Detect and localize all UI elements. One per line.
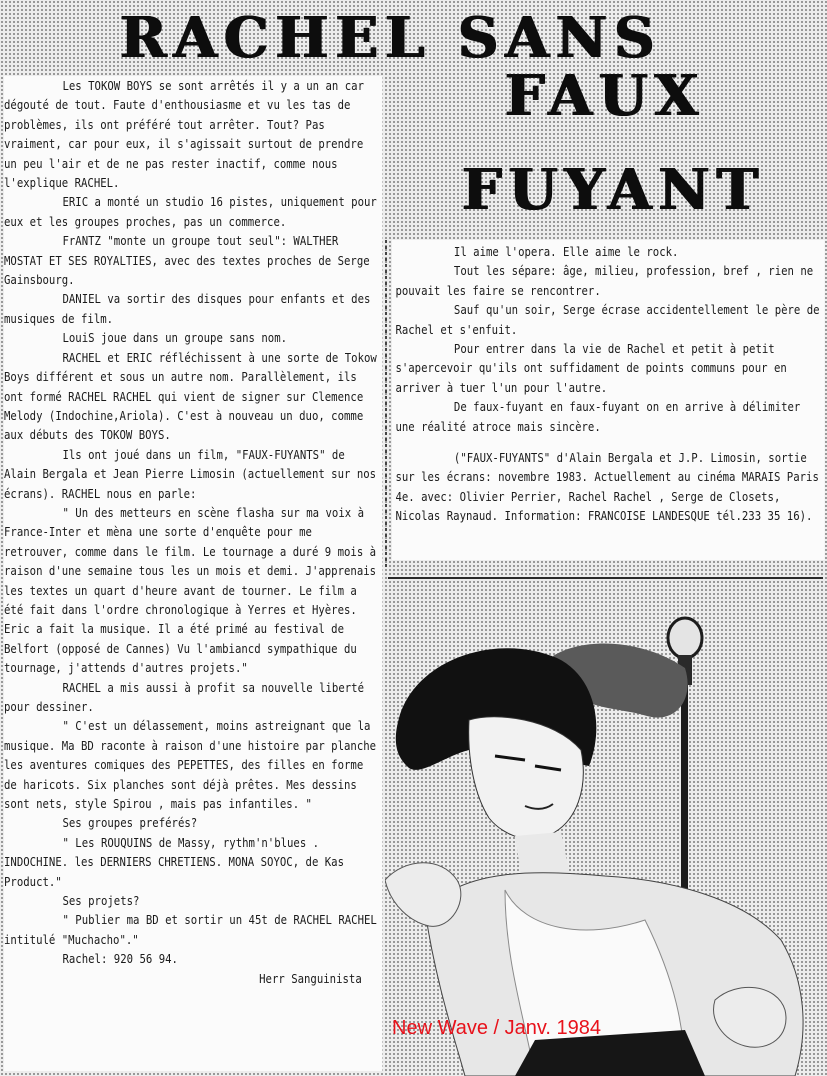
question: Ses projets? bbox=[62, 893, 140, 909]
paragraph: Les TOKOW BOYS se sont arrêtés il y a un an car dégouté de tout. Faute d'enthousiasme et vu les tas de problèmes, ils ont préféré tout arrêter. Tout? Pas vraiment, car pour eux, il s'agissait surtout de prendre un peu l'air et de ne pas rester inactif, comme nous l'explique RACHEL. bbox=[4, 78, 365, 191]
quote: " C'est un délassement, moins astreignant que la musique. Ma BD raconte à raison d'une histoire par planche les aventures comiques des PEPETTES, des filles en forme de haricots. Six planches sont déjà prêtes. Mes dessins sont nets, style Spirou , mais pas infantiles. " bbox=[4, 718, 377, 812]
source-caption: New Wave / Janv. 1984 bbox=[392, 1017, 601, 1039]
paragraph: RACHEL a mis aussi à profit sa nouvelle liberté pour dessiner. bbox=[4, 679, 365, 714]
paragraph: De faux-fuyant en faux-fuyant on en arrive à délimiter une réalité atroce mais sincère. bbox=[395, 399, 801, 434]
quote: " Un des metteurs en scène flasha sur ma voix à France-Inter et mèna une sorte d'enquête pour me retrouver, comme dans le film. Le tournage a duré 9 mois à raison d'une semaine tous les un mois et demi. J'apprenais les textes un quart d'heure avant de tourner. Le film a été fait dans l'ordre chronologique à Yerres et Hyères. Eric a fait la musique. Il a été primé au festival de Belfort (opposé de Cannes) Vu l'ambiancd sympathique du tournage, j'attends d'autres projets." bbox=[4, 504, 377, 676]
paragraph: Il aime l'opera. Elle aime le rock. bbox=[453, 244, 679, 259]
paragraph: Sauf qu'un soir, Serge écrase accidentellement le père de Rachel et s'enfuit. bbox=[395, 302, 820, 337]
quote: " Les ROUQUINS de Massy, rythm'n'blues . INDOCHINE. les DERNIERS CHRETIENS. MONA SOYOC, de Kas Product." bbox=[4, 834, 345, 889]
singer-photo bbox=[385, 600, 825, 1076]
paragraph: DANIEL va sortir des disques pour enfants et des musiques de film. bbox=[4, 291, 371, 326]
quote: " Publier ma BD et sortir un 45t de RACHEL RACHEL intitulé "Muchacho"." bbox=[4, 912, 377, 947]
article-left-column bbox=[4, 76, 382, 1071]
paragraph: Tout les sépare: âge, milieu, profession, bref , rien ne pouvait les faire se rencontrer. bbox=[395, 263, 814, 298]
paragraph: LouiS joue dans un groupe sans nom. bbox=[62, 330, 288, 346]
film-credits: ("FAUX-FUYANTS" d'Alain Bergala et J.P. Limosin, sortie sur les écrans: novembre 1983. Actuellement au cinéma MARAIS Paris 4e. avec: Olivier Perrier, Rachel Rachel , Serge de Closets, Nicolas Raynaud. Information: FRANCOISE LANDESQUE tél.233 35 16). bbox=[395, 450, 819, 524]
paragraph: Pour entrer dans la vie de Rachel et petit à petit s'apercevoir qu'ils ont suffidament de points communs pour en arriver à tuer l'un pour l'autre. bbox=[395, 341, 787, 395]
headline-fuyant: FUYANT bbox=[462, 157, 766, 223]
question: Ses groupes preférés? bbox=[62, 815, 198, 831]
synopsis-right-column bbox=[392, 240, 825, 560]
phone-line: Rachel: 920 56 94. bbox=[62, 951, 178, 967]
column-divider bbox=[385, 240, 387, 570]
paragraph: Ils ont joué dans un film, "FAUX-FUYANTS" de Alain Bergala et Jean Pierre Limosin (actuellement sur nos écrans). RACHEL nous en parle: bbox=[4, 446, 377, 501]
paragraph: RACHEL et ERIC réfléchissent à une sorte de Tokow Boys différent et sous un autre nom. Parallèlement, ils ont formé RACHEL RACHEL qui vient de signer sur Clemence Melody (Indochine,Ariola). C'est à nouveau un duo, comme aux débuts des TOKOW BOYS. bbox=[4, 349, 377, 443]
microphone-icon bbox=[668, 618, 702, 658]
paragraph: FrANTZ "monte un groupe tout seul": WALTHER MOSTAT ET SES ROYALTIES, avec des textes proches de Serge Gainsbourg. bbox=[4, 233, 370, 288]
horizontal-divider bbox=[388, 577, 823, 579]
author-signature: Herr Sanguinista bbox=[259, 970, 362, 986]
headline-rachel-sans: RACHEL SANS bbox=[120, 5, 662, 71]
headline-faux: FAUX bbox=[505, 63, 706, 129]
paragraph: ERIC a monté un studio 16 pistes, uniquement pour eux et les groupes proches, pas un commerce. bbox=[4, 194, 377, 229]
